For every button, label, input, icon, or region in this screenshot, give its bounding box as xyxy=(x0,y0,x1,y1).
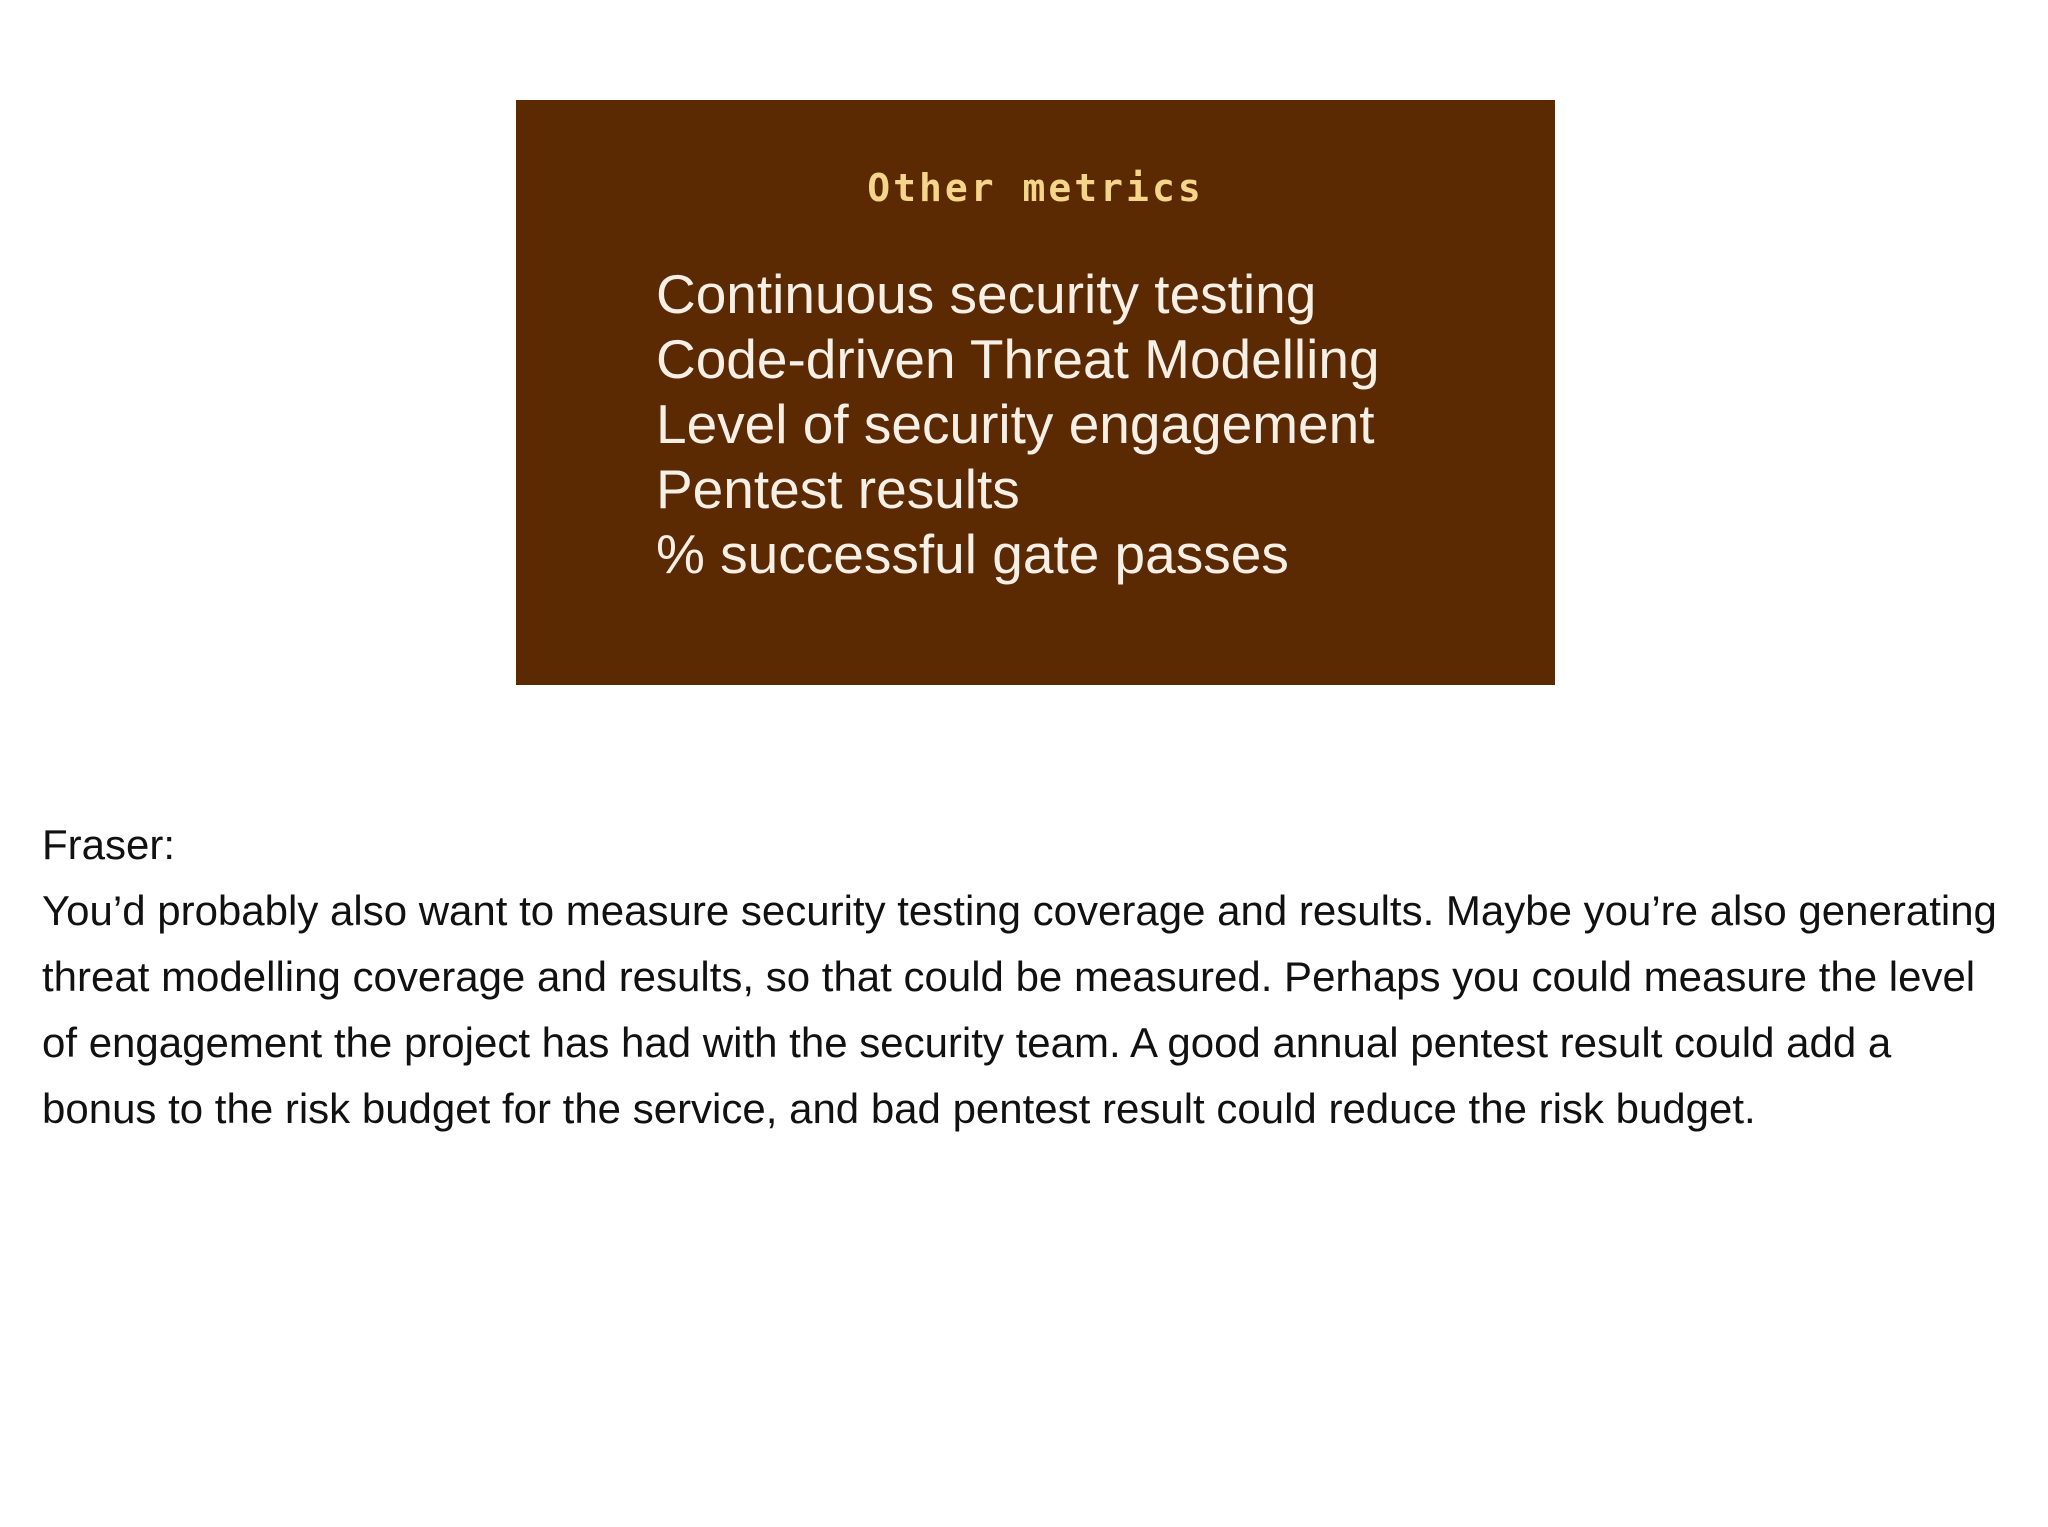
slide-title: Other metrics xyxy=(867,166,1204,210)
slide-bullet-list xyxy=(656,262,1380,587)
speaker-name: Fraser: xyxy=(42,821,176,868)
slide-bullet: Continuous security testing xyxy=(656,263,1317,325)
speaker-notes xyxy=(42,812,2017,1142)
speaker-notes-text: You’d probably also want to measure security testing coverage and results. Maybe you’re also generating threat modelling coverage and results, so that could be measured. Perhaps you could measure the level of engagement the project has had with the security team. A good annual pentest result could add a bonus to the risk budget for the service, and bad pentest result could reduce the risk budget. xyxy=(42,887,1997,1132)
slide-bullet: Pentest results xyxy=(656,458,1020,520)
slide-preview xyxy=(516,100,1555,685)
slide-bullet: Code-driven Threat Modelling xyxy=(656,328,1380,390)
slide-bullet: Level of security engagement xyxy=(656,393,1375,455)
slide-bullet: % successful gate passes xyxy=(656,523,1289,585)
